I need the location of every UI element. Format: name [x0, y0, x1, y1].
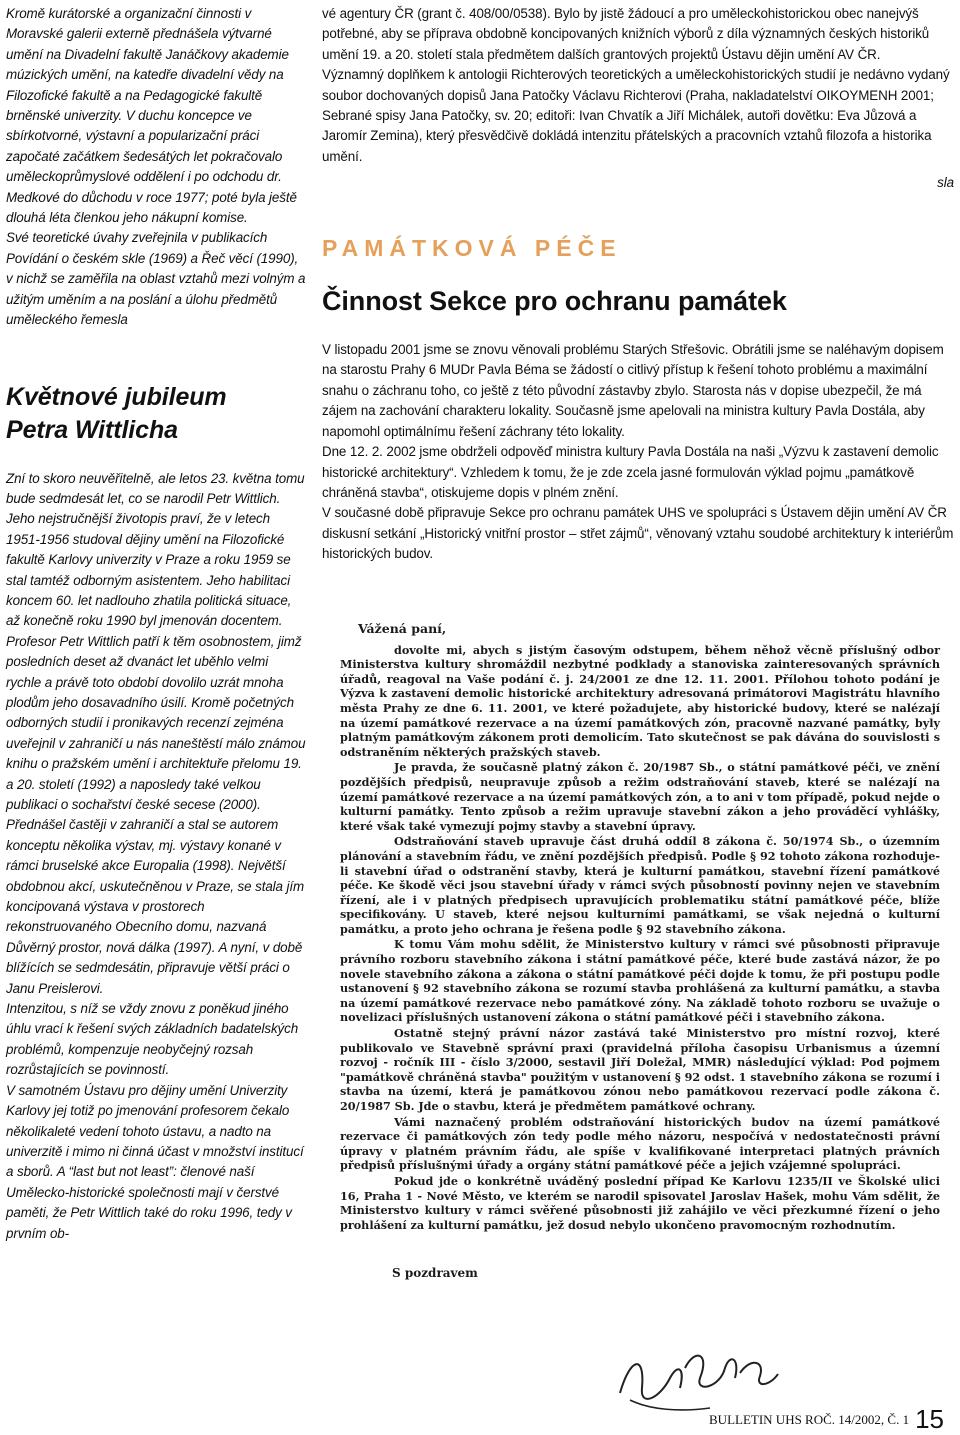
letter-paragraph: Je pravda, že současně platný zákon č. 20/1987 Sb., o státní památkové péči, ve znění pozdějších předpisů, neupravuje způsob a režim odstraňování staveb, které se nalézají na území památkové rezervace a na území památkových zón, a to ani v tom případě, pokud nejde o kulturní památky. Tento způsob a režim upravuje stavební zákon a jeho prováděcí vyhlášky, které však také vymezují pojmy stavby a stavební úpravy. [340, 760, 940, 833]
letter-paragraph: Pokud jde o konkrétně uváděný poslední případ Ke Karlovu 1235/II ve Školské ulici 16, Praha 1 - Nové Město, ve kterém se narodil spisovatel Jaroslav Hašek, mohu Vám sdělit, že Ministerstvo kultury v rámci svěřené působnosti již zahájilo ve věci přezkumné řízení o jeho prohlášení za kulturní památku, jež dosud nebylo ukončeno pravomocným rozhodnutím. [340, 1173, 940, 1232]
paragraph: V listopadu 2001 jsme se znovu věnovali problému Starých Střešovic. Obrátili jsme se naléhavým dopisem na starostu Prahy 6 MUDr Pavla Béma se žádostí o citlivý přístup k řešení tohoto problému a maximální snahu o záchranu toho, co ještě z této původní zástavby zbylo. Starosta nás v dopise ubezpečil, že má zájem na zachování charakteru lokality. Současně jsme apelovali na ministra kultury Pavla Dostála, aby napomohl optimálnímu řešení záchrany této lokality. [322, 342, 944, 439]
letter-paragraph: dovolte mi, abych s jistým časovým odstupem, během něhož věcně příslušný odbor Ministerstva kultury shromáždil nezbytné podklady a stanoviska zainteresovaných správních úřadů, reagoval na Vaše podání č. j. 24/2001 ze dne 12. 11. 2001. Přílohou tohoto podání je Výzva k zastavení demolic historické architektury adresovaná primátorovi Magistrátu hlavního města Prahy ze dne 6. 11. 2001, ve které požadujete, aby historické budovy, které se nalézají na území památkové rezervace a na území památkových zón, pracovně nazvané památky, byly platným památkovým zákonem proti demolicím. Tato skutečnost se pak dávána do souvislosti s odstraněním některých pražských staveb. [340, 642, 940, 759]
paragraph: Své teoretické úvahy zveřejnila v publikacích Povídání o českém skle (1969) a Řeč věcí (1990), v nichž se zaměřila na oblast vztahů mezi volným a užitým uměním a na poslání a úlohu předmětů uměleckého řemesla [6, 230, 306, 328]
page-number: 15 [915, 1404, 944, 1434]
left-column [6, 4, 306, 1244]
jubilee-heading-line: Květnové jubileum [6, 382, 227, 411]
paragraph: Významný doplňkem k antologii Richterových teoretických a uměleckohistorických studií je nedávno vydaný soubor dochovaných dopisů Jana Patočky Václavu Richterovi (Praha, nakladatelství OIKOYMENH 2001; Sebrané spisy Jana Patočky, sv. 20; editoři: Ivan Chvatík a Jiří Michálek, autoři dovětku: Eva Jůzová a Jaromír Zemina), který přesvědčivě dokládá intenzitu přátelských a pracovních vztahů filozofa a historika umění. [322, 67, 950, 164]
paragraph: Zní to skoro neuvěřitelně, ale letos 23. května tomu bude sedmdesát let, co se narodil Petr Wittlich. Jeho nejstručnější životopis praví, že v letech 1951-1956 studoval dějiny umění na Filozofické fakultě Karlovy univerzity v Praze a roku 1959 se stal tamtéž odborným asistentem. Jeho habilitaci koncem 60. let nadlouho zhatila politická situace, až konečně roku 1990 byl jmenován docentem. [6, 470, 305, 629]
paragraph: V současné době připravuje Sekce pro ochranu památek UHS ve spolupráci s Ústavem dějin umění AV ČR diskusní setkání „Historický vnitřní prostor – střet zájmů“, věnovaný vztahu soudobé architektury k interiérům historických budov. [322, 505, 954, 562]
letter-paragraph: Odstraňování staveb upravuje část druhá oddíl 8 zákona č. 50/1974 Sb., o územním plánování a stavebním řádu, ve znění pozdějších předpisů. Podle § 92 tohoto zákona rozhoduje-li stavební úřad o odstranění stavby, která je kulturní památkou, stavební řízení památkové péče. Ke škodě věci jsou stavební úřady v rámci svých působností povinny nejen ve stavebním řízení, ale i v platných předpisech upravujících problematiku státní památkové péče, blíže specifikovány. U staveb, které nejsou kulturními památkami, se však nejedná o kulturní památku, a proto jeho ochrana je řešena podle § 92 stavebního zákona. [340, 834, 940, 936]
section-title: Činnost Sekce pro ochranu památek [322, 286, 787, 317]
letter-paragraph: Ostatně stejný právní názor zastává také Ministerstvo pro místní rozvoj, které publikovalo ve Stavebně správní praxi (pravidelná příloha časopisu Urbanismus a územní rozvoj - ročník III - číslo 3/2000, sestavil Jiří Doležal, MMR) následující výklad: Pod pojmem "památkově chráněná stavba" použitým v ustanovení § 92 odst. 1 stavebního zákona se rozumí i stavba na území, která je památkovou zónou nebo památkovou rezervací podle zákona č. 20/1987 Sb. Jde o stavbu, která je předmětem památkové ochrany. [340, 1026, 940, 1113]
paragraph: vé agentury ČR (grant č. 408/00/0538). Bylo by jistě žádoucí a pro uměleckohistorickou obec nanejvýš potřebné, aby se příprava obdobně koncipovaných knižních výborů z díla významných českých historiků umění 19. a 20. století stala předmětem dalších grantových projektů Ústavu dějin umění AV ČR. [322, 6, 930, 62]
letter-closing: S pozdravem [392, 1266, 478, 1281]
paragraph: Dne 12. 2. 2002 jsme obdrželi odpověď ministra kultury Pavla Dostála na naši „Výzvu k zastavení demolic historické architektury“. Vzhledem k tomu, že je zde zcela jasné formulován výklad pojmu „památkově chráněná stavba“, otiskujeme dopis v plném znění. [322, 444, 939, 500]
paragraph: Intenzitou, s níž se vždy znovu z poněkud jiného úhlu vrací k řešení svých základních badatelských problémů, kompenzuje neobyčejný rozsah rozrůstajících se povinností. [6, 1001, 299, 1078]
right-column [322, 4, 954, 565]
footer-text: BULLETIN UHS ROČ. 14/2002, Č. 1 [709, 1412, 910, 1427]
paragraph: Kromě kurátorské a organizační činnosti v Moravské galerii externě přednášela výtvarné umění na Divadelní fakultě Janáčkovy akademie múzických umění, na katedře divadelní vědy na Filozofické fakultě a na Pedagogické fakultě brněnské univerzity. V duchu koncepce ve sbírkotvorné, výstavní a popularizační práci započaté začátkem šedesátých let pokračovalo uměleckoprůmyslové oddělení i po odchodu dr. Medkové do důchodu v roce 1977; poté byla ještě dlouhá léta členkou jeho nákupní komise. [6, 6, 297, 226]
scanned-letter [340, 616, 940, 1396]
letter-paragraph: Vámi naznačený problém odstraňování historických budov na území památkové rezervace či památkových zón tedy podle mého názoru, nespočívá v nedostatečnosti právní úpravy v platném právním řádu, ale spíše v kvalifikované interpretaci platných právních předpisů příslušnými úřady a orgány státní památkové péče a jejich vzájemné spolupráci. [340, 1114, 940, 1173]
letter-paragraph: K tomu Vám mohu sdělit, že Ministerstvo kultury v rámci své působnosti připravuje právního rozboru stavebního zákona i státní památkové péče, které bude zastává názor, že po novele stavebního zákona a zákona o státní památkové péči dojde k tomu, že při postupu podle ustanovení § 92 stavebního zákona se rozumí stavba prohlášená za kulturní památku, a stavba na území památkové rezervace nebo památkové zóny. Na základě tohoto rozboru se uvažuje o novelizaci příslušných ustanovení zákona o státní památkové péči i stavebního zákona. [340, 937, 940, 1025]
jubilee-heading-line: Petra Wittlicha [6, 415, 178, 444]
letter-salutation: Vážená paní, [358, 621, 447, 636]
author-initials: sla [937, 175, 954, 191]
page-footer [709, 1404, 944, 1435]
paragraph: V samotném Ústavu pro dějiny umění Univerzity Karlovy jej totiž po jmenování profesorem čekalo několikaleté vedení tohoto ústavu, a nadto na univerzitě i mimo ni činná účast v množství institucí a sborů. A “last but not least”: členové naší Umělecko-historické společnosti mají v čerstvé paměti, že Petr Wittlich také do roku 1996, tedy v prvním ob- [6, 1082, 304, 1241]
section-label: PAMÁTKOVÁ PÉČE [322, 234, 622, 261]
jubilee-heading [6, 381, 306, 447]
paragraph: Profesor Petr Wittlich patří k těm osobnostem, jimž posledních deset až dvanáct let uběhlo velmi rychle a právě toto období dovolilo uzrát mnoha plodům jeho dosavadního úsilí. Kromě početných odborných studií i pronikavých recenzí zejména uveřejnil v zahraničí u nás naneštěstí málo známou knihu o pražském umění i architektuře přelomu 19. a 20. století (1992) a naposledy také velkou publikaci o sochařství české secese (2000). Přednášel častěji v zahraničí a stal se autorem konceptu několika výstav, mj. výstavy konané v rámci bruselské akce Europalia (1998). Největší obdobnou akcí, uskutečněnou v Praze, se stala jím koncipovaná výstava v prostorech rekonstruovaného Obecního domu, nazvaná Důvěrný prostor, nová dálka (1997). A nyní, v době blížících se sedmdesátin, připravuje větší práci o Janu Preislerovi. [6, 633, 306, 996]
